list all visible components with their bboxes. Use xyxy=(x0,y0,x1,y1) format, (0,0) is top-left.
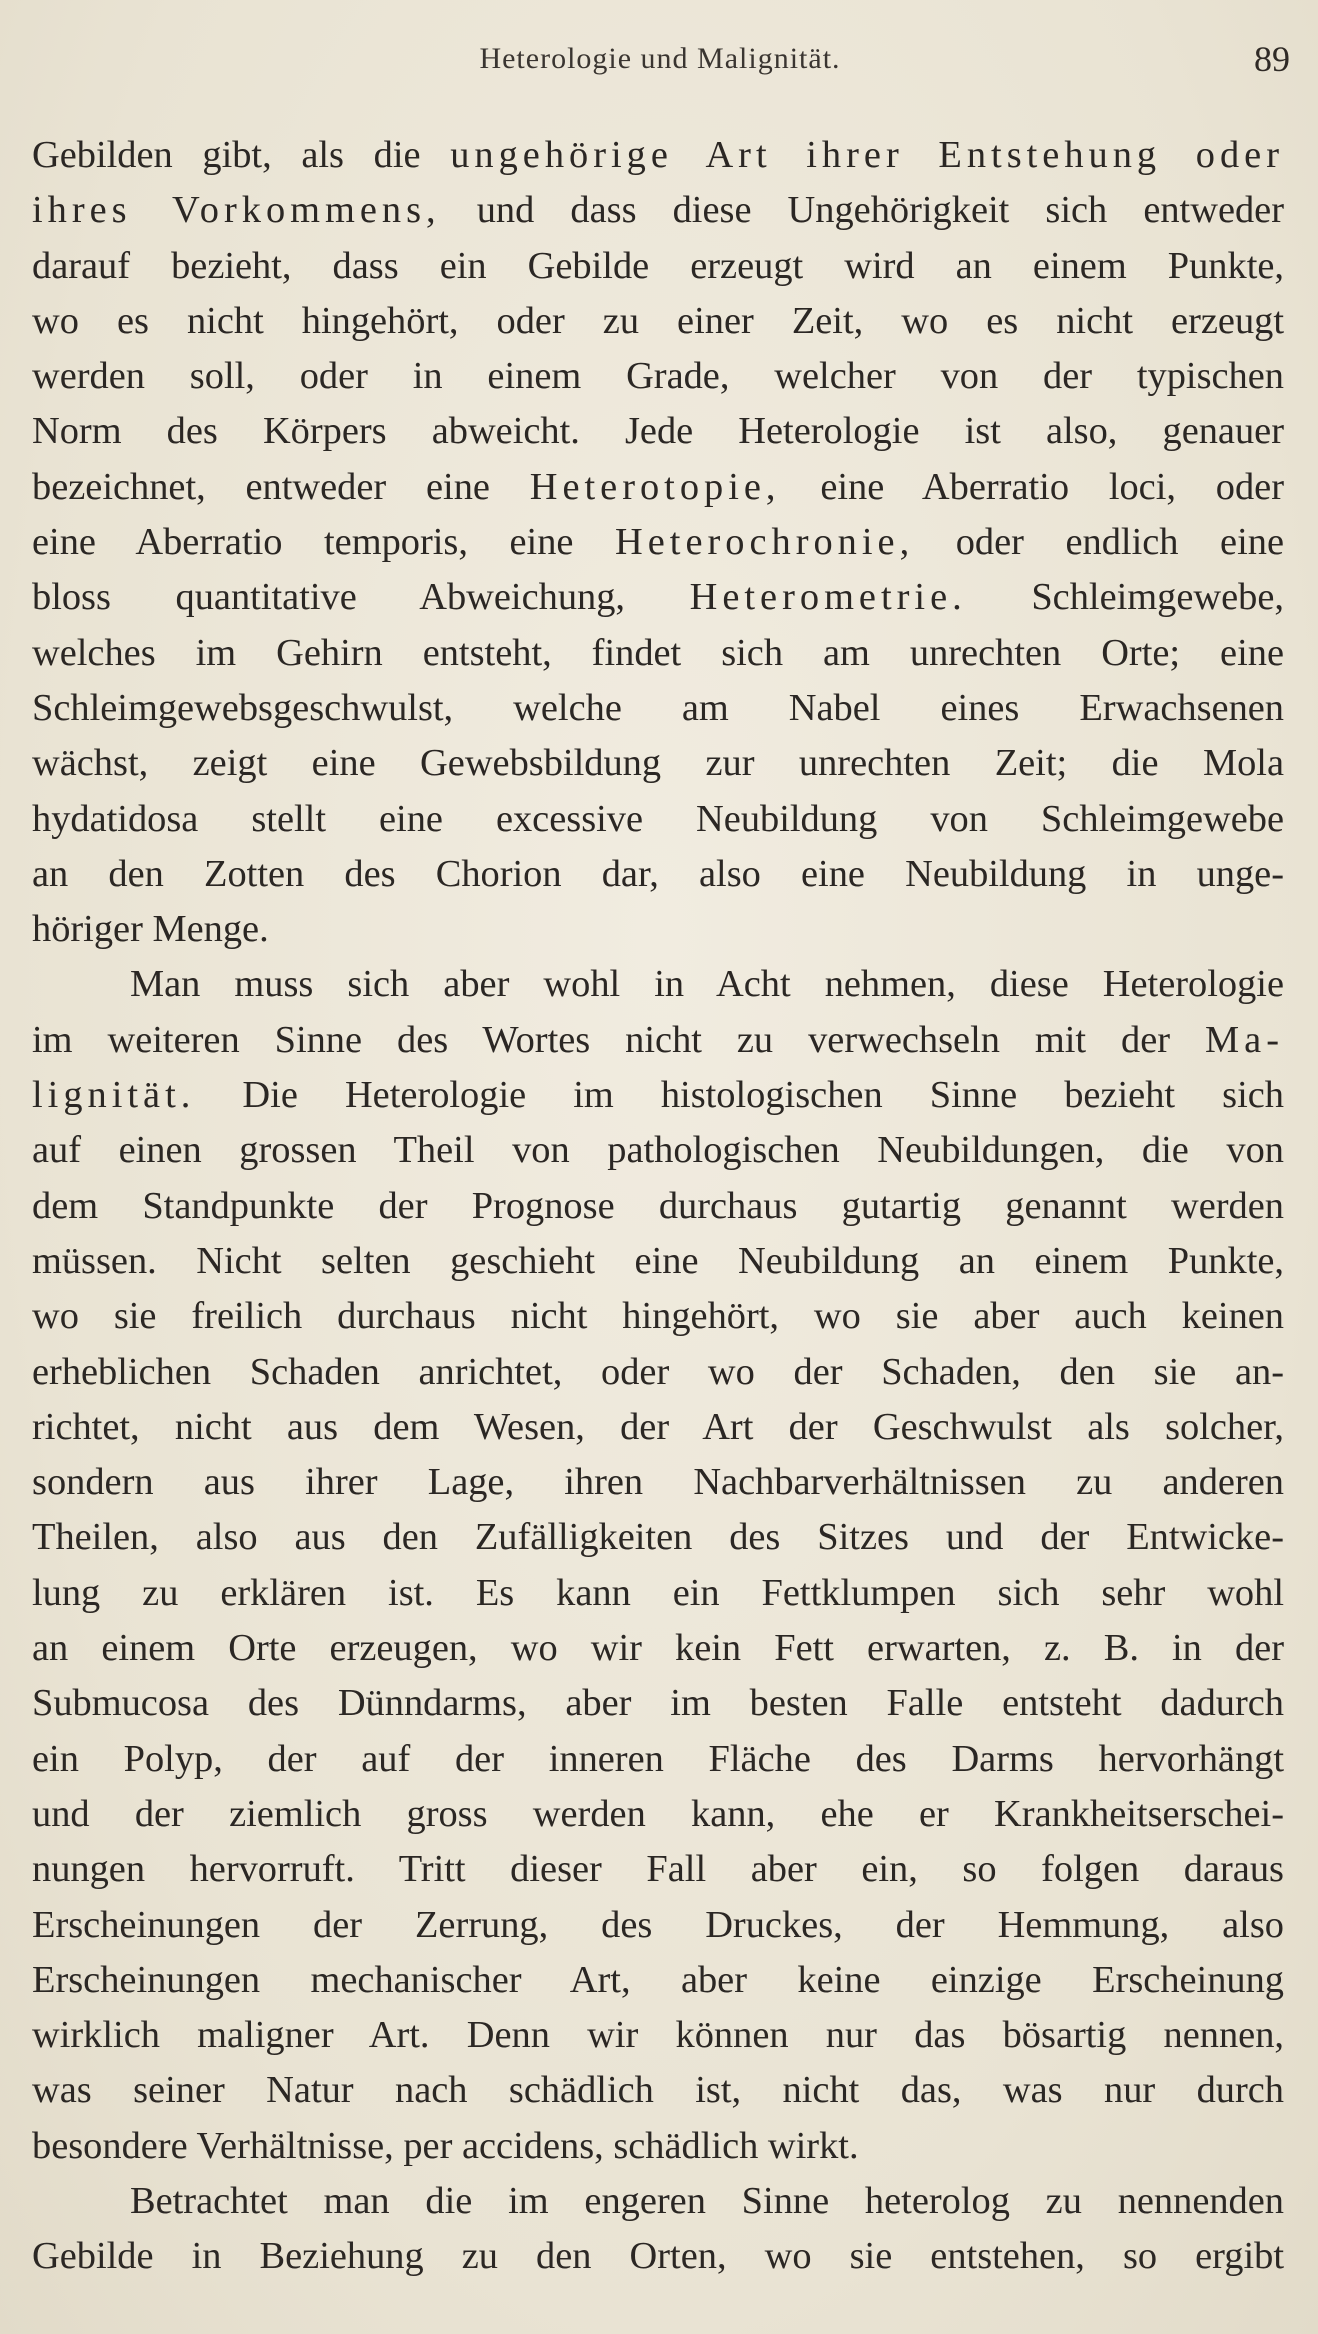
text-run: an einem Orte erzeugen, wo wir kein Fett erwarten, z. B. in der xyxy=(32,1627,1284,1670)
text-run: und der ziemlich gross werden kann, ehe er Krankheitserschei- xyxy=(32,1792,1284,1835)
spaced-emphasis: Heterotopie, xyxy=(529,465,781,508)
text-line xyxy=(32,1345,1284,1400)
page-header xyxy=(30,39,1290,92)
text-run: Man muss sich aber wohl in Acht nehmen, diese Heterologie xyxy=(130,963,1284,1006)
text-line xyxy=(32,1676,1284,1731)
text-run: Schleimgewebsgeschwulst, welche am Nabel eines Erwachsenen xyxy=(32,686,1284,729)
text-line xyxy=(32,1179,1284,1234)
paragraph xyxy=(32,128,1284,957)
text-line xyxy=(32,1898,1284,1953)
text-line xyxy=(32,2229,1284,2284)
text-line xyxy=(32,1068,1284,1123)
text-line xyxy=(32,1787,1284,1842)
text-run: Theilen, also aus den Zufälligkeiten des Sitzes und der Entwicke- xyxy=(32,1516,1284,1559)
paragraph xyxy=(32,2174,1284,2285)
text-run: wo sie freilich durchaus nicht hingehört, wo sie aber auch keinen xyxy=(32,1295,1284,1338)
text-run: Betrachtet man die im engeren Sinne heterolog zu nennenden xyxy=(130,2179,1284,2222)
text-run: Die Heterologie im histologischen Sinne bezieht sich xyxy=(195,1074,1284,1117)
text-line xyxy=(32,1621,1284,1676)
text-run: auf einen grossen Theil von pathologischen Neubildungen, die von xyxy=(32,1129,1284,1172)
text-run: höriger Menge. xyxy=(32,908,269,951)
text-line xyxy=(32,2119,1284,2174)
text-line xyxy=(32,515,1284,570)
text-run: oder endlich eine xyxy=(914,521,1284,564)
text-run: wächst, zeigt eine Gewebsbildung zur unrechten Zeit; die Mola xyxy=(32,742,1284,785)
text-line xyxy=(32,128,1284,183)
text-line xyxy=(32,847,1284,902)
text-run: und dass diese Ungehörigkeit sich entweder xyxy=(440,189,1285,232)
text-line xyxy=(32,1566,1284,1621)
text-run: wo es nicht hingehört, oder zu einer Zeit, wo es nicht erzeugt xyxy=(32,299,1284,342)
text-line xyxy=(32,239,1284,294)
text-run: Norm des Körpers abweicht. Jede Heterologie ist also, genauer xyxy=(32,410,1284,453)
spaced-emphasis: Ma- xyxy=(1205,1018,1284,1061)
text-line xyxy=(32,681,1284,736)
text-line xyxy=(32,1842,1284,1897)
text-run: müssen. Nicht selten geschieht eine Neubildung an einem Punkte, xyxy=(32,1239,1284,1282)
text-run: im weiteren Sinne des Wortes nicht zu verwechseln mit der xyxy=(32,1018,1206,1061)
text-run: Erscheinungen der Zerrung, des Druckes, der Hemmung, also xyxy=(32,1903,1284,1946)
spaced-emphasis: Heterochronie, xyxy=(615,521,915,564)
text-line xyxy=(32,902,1284,957)
text-run: lung zu erklären ist. Es kann ein Fettklumpen sich sehr wohl xyxy=(32,1571,1284,1614)
text-line xyxy=(32,183,1284,238)
text-run: Submucosa des Dünndarms, aber im besten Falle entsteht dadurch xyxy=(32,1682,1284,1725)
text-run: erheblichen Schaden anrichtet, oder wo der Schaden, den sie an- xyxy=(32,1350,1284,1393)
text-line xyxy=(32,626,1284,681)
text-run: Gebilde in Beziehung zu den Orten, wo sie entstehen, so ergibt xyxy=(32,2235,1284,2278)
body-text xyxy=(32,128,1284,2285)
text-line xyxy=(32,1732,1284,1787)
text-line xyxy=(32,1234,1284,1289)
text-line xyxy=(32,570,1284,625)
text-run: Erscheinungen mechanischer Art, aber keine einzige Erscheinung xyxy=(32,1958,1284,2001)
text-run: darauf bezieht, dass ein Gebilde erzeugt wird an einem Punkte, xyxy=(32,244,1284,287)
text-run: dem Standpunkte der Prognose durchaus gutartig genannt werden xyxy=(32,1184,1284,1227)
text-run: ein Polyp, der auf der inneren Fläche des Darms hervorhängt xyxy=(32,1737,1284,1780)
running-title: Heterologie und Malignität. xyxy=(479,42,841,75)
text-line xyxy=(32,792,1284,847)
spaced-emphasis: Heterometrie. xyxy=(689,576,967,619)
text-run: hydatidosa stellt eine excessive Neubildung von Schleimgewebe xyxy=(32,797,1284,840)
text-run: bloss quantitative Abweichung, xyxy=(32,576,690,619)
text-run: wirklich maligner Art. Denn wir können nur das bösartig nennen, xyxy=(32,2014,1284,2057)
text-line xyxy=(32,404,1284,459)
spaced-emphasis: ihres Vorkommens, xyxy=(32,189,441,232)
text-line xyxy=(32,1013,1284,1068)
text-run: sondern aus ihrer Lage, ihren Nachbarverhältnissen zu anderen xyxy=(32,1461,1284,1504)
text-line xyxy=(32,349,1284,404)
page-number: 89 xyxy=(1254,39,1290,79)
text-run: eine Aberratio temporis, eine xyxy=(32,521,616,564)
text-line xyxy=(32,2063,1284,2118)
paragraph xyxy=(32,957,1284,2174)
text-run: was seiner Natur nach schädlich ist, nicht das, was nur durch xyxy=(32,2069,1284,2112)
text-line xyxy=(32,957,1284,1012)
text-line xyxy=(32,2008,1284,2063)
spaced-emphasis: ungehörige Art ihrer Entstehung oder xyxy=(450,134,1284,176)
text-run: nungen hervorruft. Tritt dieser Fall aber ein, so folgen daraus xyxy=(32,1848,1284,1891)
text-line xyxy=(32,1953,1284,2008)
text-line xyxy=(32,736,1284,791)
text-run: welches im Gehirn entsteht, findet sich am unrechten Orte; eine xyxy=(32,631,1284,674)
text-run: besondere Verhältnisse, per accidens, schädlich wirkt. xyxy=(32,2124,859,2167)
text-run: eine Aberratio loci, oder xyxy=(780,465,1284,508)
text-line xyxy=(32,2174,1284,2229)
text-line xyxy=(32,1289,1284,1344)
text-run: an den Zotten des Chorion dar, also eine Neubildung in unge- xyxy=(32,852,1284,895)
text-line xyxy=(32,1400,1284,1455)
text-line xyxy=(32,1123,1284,1178)
text-line xyxy=(32,294,1284,349)
text-line xyxy=(32,1455,1284,1510)
text-run: Schleimgewebe, xyxy=(966,576,1284,619)
text-run: werden soll, oder in einem Grade, welcher von der typischen xyxy=(32,355,1284,398)
spaced-emphasis: lignität. xyxy=(32,1074,196,1117)
text-line xyxy=(32,460,1284,515)
text-run: Gebilden gibt, als die xyxy=(32,134,451,176)
text-run: bezeichnet, entweder eine xyxy=(32,465,530,508)
text-line xyxy=(32,1510,1284,1565)
text-run: richtet, nicht aus dem Wesen, der Art der Geschwulst als solcher, xyxy=(32,1405,1284,1448)
